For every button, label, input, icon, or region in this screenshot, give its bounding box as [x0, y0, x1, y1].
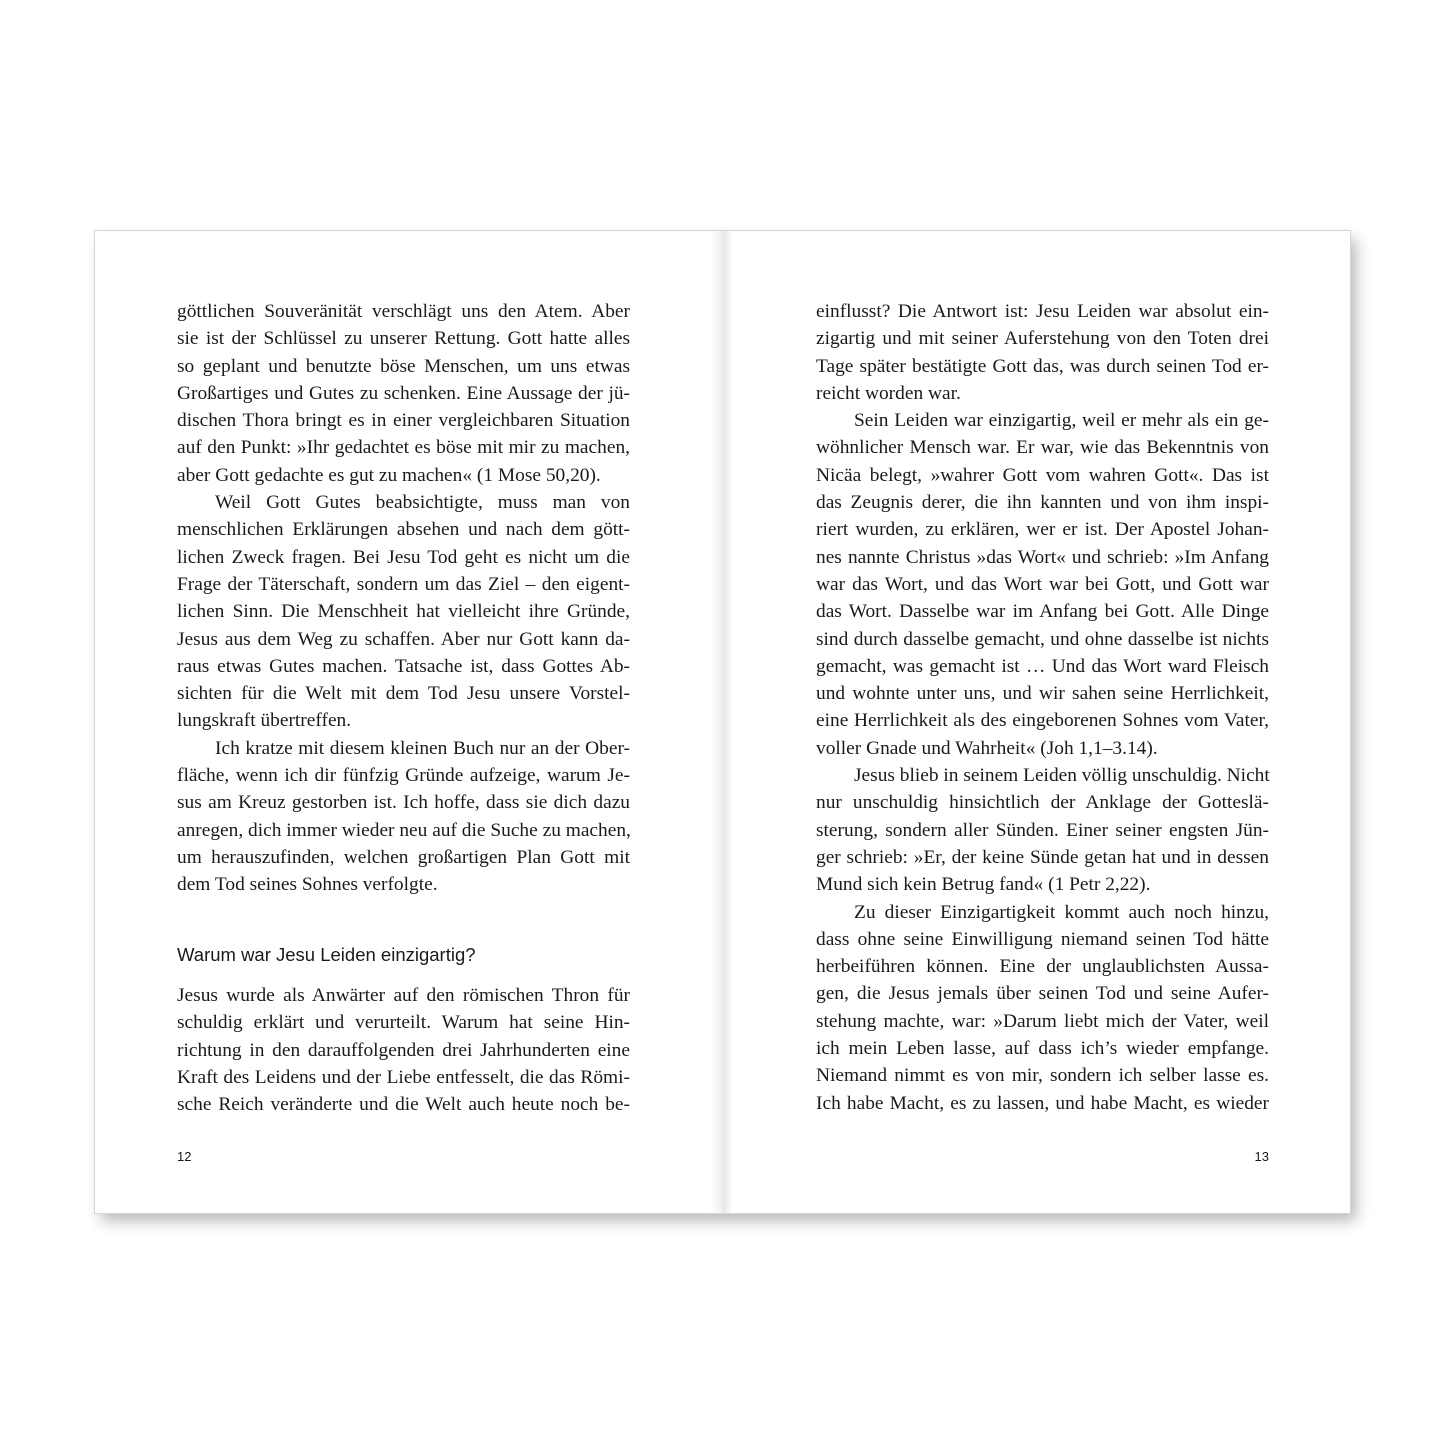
text-line: sterung, sondern aller Sünden. Einer seiner engsten Jün- [816, 819, 1269, 841]
text-line: menschlichen Erklärungen absehen und nach dem gött- [177, 519, 630, 541]
text-line: sind durch dasselbe gemacht, und ohne dasselbe ist nichts [816, 628, 1269, 650]
text-line: ich mein Leben lasse, auf dass ich’s wieder empfange. [816, 1038, 1269, 1060]
text-line: riert wurden, zu erklären, wer er ist. Der Apostel Johan- [816, 519, 1269, 541]
left-section-text [177, 982, 630, 1118]
text-line: lungskraft übertreffen. [177, 710, 352, 732]
text-line: schuldig erklärt und verurteilt. Warum hat seine Hin- [177, 1012, 630, 1034]
text-line: dischen Thora bringt es in einer vergleichbaren Situation [177, 410, 630, 432]
text-line: Weil Gott Gutes beabsichtigte, muss man von [215, 492, 630, 514]
text-line: voller Gnade und Wahrheit« (Joh 1,1–3.14). [816, 737, 1158, 759]
text-line: nur unschuldig hinsichtlich der Anklage der Gotteslä- [816, 792, 1269, 814]
text-line: richtung in den darauffolgenden drei Jahrhunderten eine [177, 1039, 630, 1061]
text-line: Jesus wurde als Anwärter auf den römischen Thron für [177, 985, 630, 1006]
gutter-shadow [723, 231, 733, 1213]
text-line: und wohnte unter uns, und wir sahen seine Herrlichkeit, [816, 683, 1269, 705]
right-body-text [816, 298, 1269, 1117]
text-line: gen, die Jesus jemals über seinen Tod und seine Aufer- [816, 983, 1269, 1005]
left-body-text [177, 298, 630, 899]
text-line: Ich kratze mit diesem kleinen Buch nur an der Ober- [215, 737, 630, 759]
text-line: dem Tod seines Sohnes verfolgte. [177, 874, 438, 896]
text-line: sus am Kreuz gestorben ist. Ich hoffe, dass sie dich dazu [177, 792, 630, 814]
text-line: göttlichen Souveränität verschlägt uns den Atem. Aber [177, 301, 630, 322]
text-line: Sein Leiden war einzigartig, weil er mehr als ein ge- [854, 410, 1269, 432]
text-line: um herauszufinden, welchen großartigen Plan Gott mit [177, 846, 630, 868]
text-line: Mund sich kein Betrug fand« (1 Petr 2,22). [816, 874, 1151, 896]
text-line: aber Gott gedachte es gut zu machen« (1 Mose 50,20). [177, 464, 601, 486]
text-line: gemacht, was gemacht ist … Und das Wort ward Fleisch [816, 655, 1269, 677]
text-line: Ich habe Macht, es zu lassen, und habe Macht, es wieder [816, 1092, 1269, 1114]
text-line: Jesus aus dem Weg zu schaffen. Aber nur Gott kann da- [177, 628, 630, 650]
text-line: lichen Sinn. Die Menschheit hat vielleicht ihre Gründe, [177, 601, 630, 623]
text-line: raus etwas Gutes machen. Tatsache ist, dass Gottes Ab- [177, 655, 630, 677]
text-line: Jesus blieb in seinem Leiden völlig unschuldig. Nicht [854, 765, 1270, 787]
text-line: das Zeugnis derer, die ihn kannten und von ihm inspi- [816, 492, 1269, 514]
page-number: 12 [177, 1149, 192, 1164]
text-line: dass ohne seine Einwilligung niemand seinen Tod hätte [816, 928, 1269, 950]
text-line: Tage später bestätigte Gott das, was durch seinen Tod er- [816, 355, 1269, 377]
text-line: ger schrieb: »Er, der keine Sünde getan hat und in dessen [816, 846, 1269, 868]
text-line: Frage der Täterschaft, sondern um das Ziel – den eigent- [177, 573, 630, 595]
text-line: fläche, wenn ich dir fünfzig Gründe aufzeige, warum Je- [177, 765, 630, 787]
page-number: 13 [1254, 1149, 1269, 1164]
text-line: Zu dieser Einzigartigkeit kommt auch noch hinzu, [854, 901, 1269, 923]
text-line: Niemand nimmt es von mir, sondern ich selber lasse es. [816, 1065, 1269, 1087]
text-line: war das Wort, und das Wort war bei Gott, und Gott war [816, 573, 1269, 595]
text-line: Nicäa belegt, »wahrer Gott vom wahren Gott«. Das ist [816, 464, 1269, 486]
right-page [723, 231, 1350, 1213]
gutter-shadow [711, 231, 723, 1213]
text-line: wöhnlicher Mensch war. Er war, wie das Bekenntnis von [816, 437, 1269, 459]
section-heading: Warum war Jesu Leiden einzigartig? [177, 944, 476, 965]
text-line: lichen Zweck fragen. Bei Jesu Tod geht es nicht um die [177, 546, 630, 568]
text-line: auf den Punkt: »Ihr gedachtet es böse mit mir zu machen, [177, 437, 630, 459]
text-line: eine Herrlichkeit als des eingeborenen Sohnes vom Vater, [816, 710, 1269, 732]
text-line: zigartig und mit seiner Auferstehung von den Toten drei [816, 328, 1269, 350]
text-line: anregen, dich immer wieder neu auf die Suche zu machen, [177, 819, 631, 841]
text-line: so geplant und benutzte böse Menschen, um uns etwas [177, 355, 630, 377]
text-line: Großartiges und Gutes zu schenken. Eine Aussage der jü- [177, 382, 630, 404]
text-line: sichten für die Welt mit dem Tod Jesu unsere Vorstel- [177, 683, 630, 705]
text-line: reicht worden war. [816, 382, 961, 404]
text-line: sie ist der Schlüssel zu unserer Rettung. Gott hatte alles [177, 328, 630, 350]
book-spread [95, 231, 1350, 1213]
text-line: herbeiführen können. Eine der unglaublichsten Aussa- [816, 956, 1269, 978]
text-line: einflusst? Die Antwort ist: Jesu Leiden war absolut ein- [816, 301, 1269, 322]
left-page [95, 231, 723, 1213]
text-line: das Wort. Dasselbe war im Anfang bei Gott. Alle Dinge [816, 601, 1269, 623]
text-line: nes nannte Christus »das Wort« und schrieb: »Im Anfang [816, 546, 1269, 568]
text-line: sche Reich veränderte und die Welt auch heute noch be- [177, 1094, 630, 1116]
text-line: Kraft des Leidens und der Liebe entfesselt, die das Römi- [177, 1066, 630, 1088]
text-line: stehung machte, war: »Darum liebt mich der Vater, weil [816, 1010, 1269, 1032]
